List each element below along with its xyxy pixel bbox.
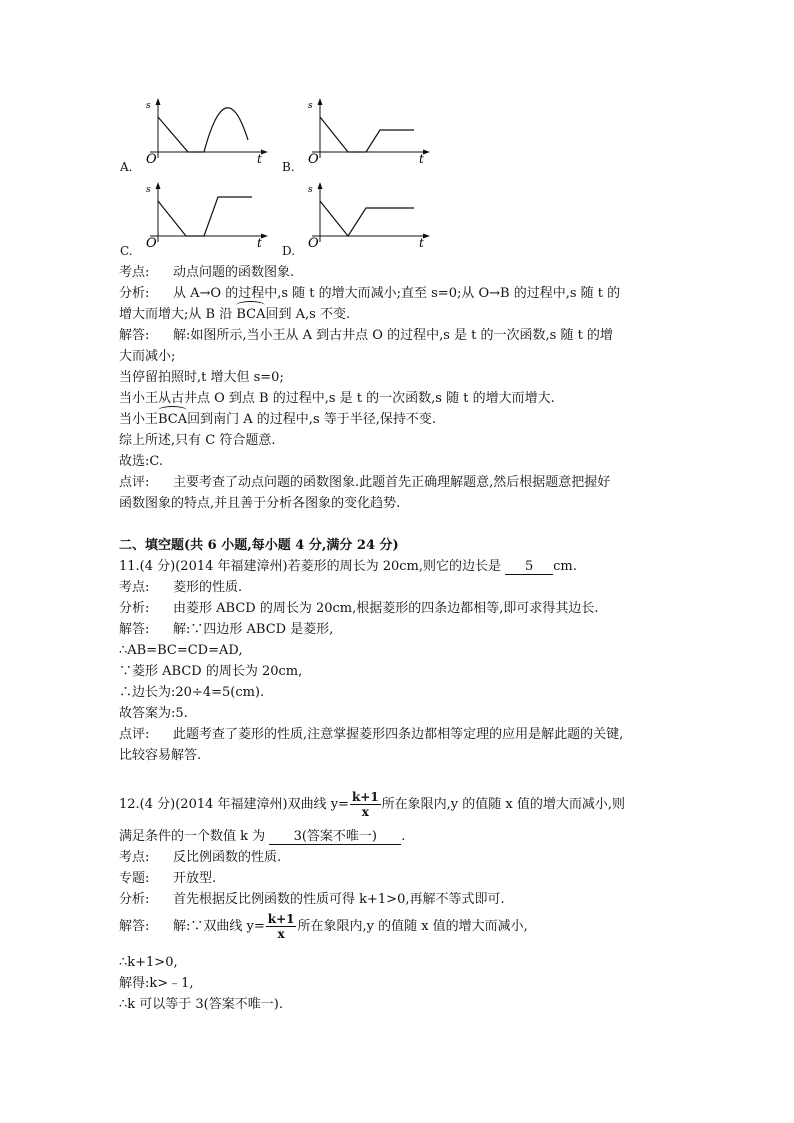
label: 解答: — [119, 328, 150, 343]
text: 所在象限内,y 的值随 x 值的增大而减小,则 — [381, 797, 626, 812]
arc-curve — [204, 108, 248, 152]
graph-a — [140, 96, 270, 166]
q10-jieda-4: 当小王从古井点 O 到点 B 的过程中,s 是 t 的一次函数,s 随 t 的增大而增大. — [119, 391, 555, 406]
label: 分析: — [119, 892, 150, 907]
q10-fenxi — [119, 285, 620, 303]
q12-jieda-2: ∴k+1>0, — [119, 955, 178, 970]
numerator: k+1 — [351, 790, 379, 804]
label: 考点: — [119, 850, 150, 865]
denominator: x — [361, 805, 369, 819]
q12-zhuanti — [119, 870, 216, 888]
text: 增大而增大;从 B 沿 — [119, 307, 233, 322]
q11-jieda-5: 故答案为:5. — [119, 706, 188, 721]
label: 点评: — [119, 727, 150, 742]
label: 解答: — [119, 919, 150, 934]
answer-blank: 5 — [505, 560, 553, 575]
option-a-label: A. — [120, 160, 133, 174]
q11-kaodian — [119, 579, 242, 597]
q11-fenxi — [119, 600, 599, 618]
text: 解:∵双曲线 y= — [173, 919, 265, 934]
svg-text:t: t — [257, 236, 262, 250]
q12-jieda-4: ∴k 可以等于 3(答案不唯一). — [119, 997, 283, 1012]
answer-blank: 3(答案不唯一) — [269, 830, 401, 845]
svg-text:O: O — [308, 152, 319, 166]
text: 12.(4 分)(2014 年福建漳州)双曲线 y= — [119, 797, 349, 812]
q11-jieda-2: ∴AB=BC=CD=AD, — [119, 643, 243, 658]
q11-dianping — [119, 726, 623, 744]
svg-text:O: O — [146, 236, 157, 250]
q10-jieda-3: 当停留拍照时,t 增大但 s=0; — [119, 370, 284, 385]
label: 专题: — [119, 871, 150, 886]
q11-jieda — [119, 621, 333, 639]
label: 考点: — [119, 265, 150, 280]
label: 分析: — [119, 286, 150, 301]
svg-text:O: O — [308, 236, 319, 250]
q10-kaodian — [119, 264, 294, 282]
text: 此题考查了菱形的性质,注意掌握菱形四条边都相等定理的应用是解此题的关键, — [173, 727, 624, 742]
text: 首先根据反比例函数的性质可得 k+1>0,再解不等式即可. — [173, 892, 505, 907]
label: 考点: — [119, 580, 150, 595]
option-b-label: B. — [282, 160, 295, 174]
denominator: x — [277, 927, 285, 941]
graph-b — [302, 96, 432, 166]
svg-text:s: s — [146, 101, 151, 111]
svg-text:t: t — [419, 236, 424, 250]
option-c-label: C. — [120, 244, 133, 258]
text: 所在象限内,y 的值随 x 值的增大而减小, — [297, 919, 528, 934]
text: cm. — [553, 559, 577, 574]
q10-jieda-2: 大而减小; — [119, 349, 176, 364]
text: 回到 A,s 不变. — [265, 307, 351, 322]
q12-jieda — [119, 910, 528, 944]
q10-jieda-6: 综上所述,只有 C 符合题意. — [119, 433, 276, 448]
section-title: 二、填空题(共 6 小题,每小题 4 分,满分 24 分) — [119, 538, 399, 553]
q12-stem-2 — [119, 828, 405, 846]
fraction — [350, 790, 381, 819]
text: 菱形的性质. — [173, 580, 243, 595]
graph-c — [140, 180, 270, 250]
svg-text:s: s — [146, 185, 151, 195]
label: 解答: — [119, 622, 150, 637]
arc-bca: BCA — [236, 307, 266, 322]
text: 满足条件的一个数值 k 为 — [119, 829, 266, 844]
label: 分析: — [119, 601, 150, 616]
q10-jieda-7: 故选:C. — [119, 454, 163, 469]
label: 点评: — [119, 475, 150, 490]
q10-jieda — [119, 327, 613, 345]
text: 回到南门 A 的过程中,s 等于半径,保持不变. — [187, 412, 437, 427]
q11-stem — [119, 558, 577, 576]
text: 当小王 — [119, 412, 159, 427]
arc-bca: BCA — [158, 412, 188, 427]
fraction — [266, 912, 297, 941]
text: 反比例函数的性质. — [173, 850, 282, 865]
numerator: k+1 — [267, 912, 295, 926]
q12-stem — [119, 788, 625, 822]
text: 解:∵四边形 ABCD 是菱形, — [173, 622, 334, 637]
q12-jieda-3: 解得:k>﹣1, — [119, 976, 194, 991]
text: 11.(4 分)(2014 年福建漳州)若菱形的周长为 20cm,则它的边长是 — [119, 559, 501, 574]
text: 解:如图所示,当小王从 A 到古井点 O 的过程中,s 是 t 的一次函数,s 随 t 的增 — [173, 328, 613, 343]
svg-text:s: s — [308, 101, 313, 111]
q11-jieda-3: ∵菱形 ABCD 的周长为 20cm, — [119, 664, 303, 679]
text: 开放型. — [173, 871, 217, 886]
q11-jieda-4: ∴边长为:20÷4=5(cm). — [119, 685, 265, 700]
text: 从 A→O 的过程中,s 随 t 的增大而减小;直至 s=0;从 O→B 的过程中,s 随 t 的 — [173, 286, 621, 301]
curve — [158, 117, 204, 152]
text: 主要考查了动点问题的函数图象.此题首先正确理解题意,然后根据题意把握好 — [173, 475, 611, 490]
svg-text:s: s — [308, 185, 313, 195]
option-d-label: D. — [282, 244, 296, 258]
svg-text:t: t — [419, 152, 424, 166]
svg-text:t: t — [257, 152, 262, 166]
q12-kaodian — [119, 849, 281, 867]
svg-text:O: O — [146, 152, 157, 166]
q12-fenxi — [119, 891, 505, 909]
graph-d — [302, 180, 432, 250]
q10-fenxi-2 — [119, 306, 350, 324]
q10-jieda-5 — [119, 411, 436, 429]
q11-dianping-2: 比较容易解答. — [119, 748, 202, 763]
text: 动点问题的函数图象. — [173, 265, 295, 280]
q10-dianping — [119, 474, 610, 492]
text: 由菱形 ABCD 的周长为 20cm,根据菱形的四条边都相等,即可求得其边长. — [173, 601, 599, 616]
q10-dianping-2: 函数图象的特点,并且善于分析各图象的变化趋势. — [119, 496, 401, 511]
text: . — [401, 829, 406, 844]
